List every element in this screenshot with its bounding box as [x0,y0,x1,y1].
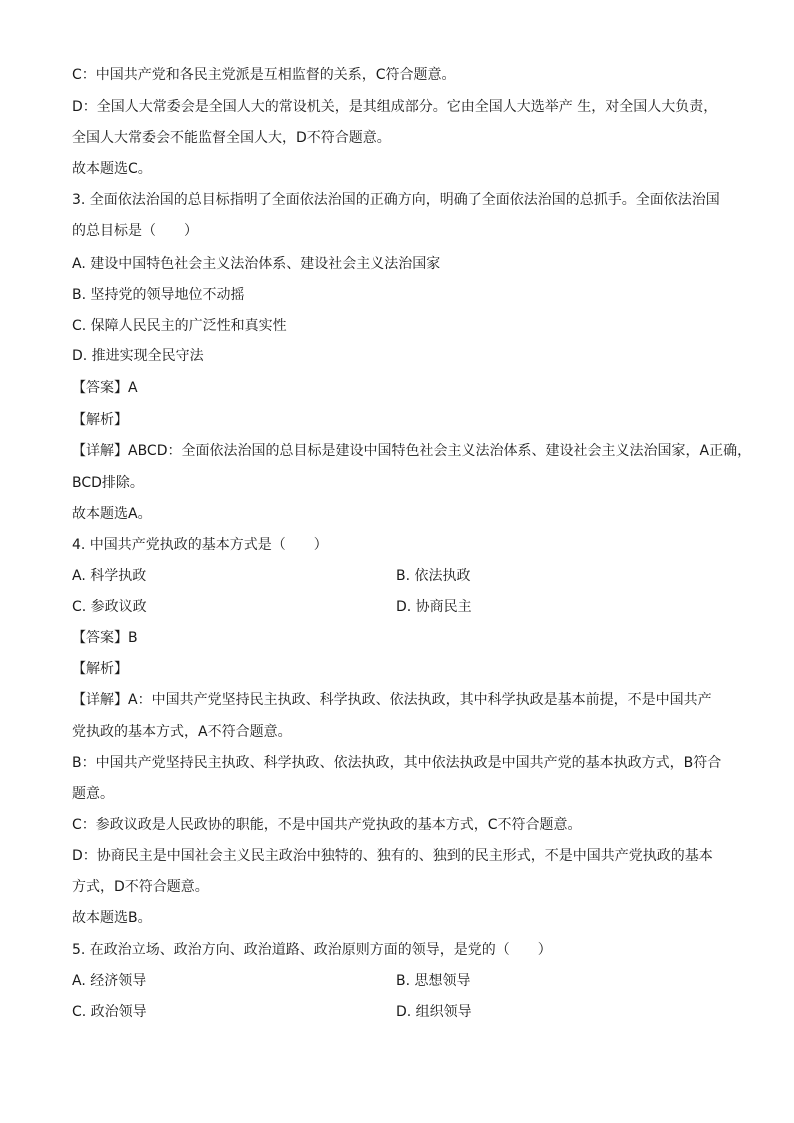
question-4-stem: 4. 中国共产党执政的基本方式是（ ） [72,537,328,553]
explanation-line: 党执政的基本方式，A不符合题意。 [72,724,292,740]
explanation-line: C：参政议政是人民政协的职能，不是中国共产党执政的基本方式，C不符合题意。 [72,817,582,833]
option-d: D. 组织领导 [396,1004,472,1020]
option-b: B. 思想领导 [396,973,471,989]
conclusion-line: 故本题选A。 [72,506,152,522]
option-b: B. 依法执政 [396,568,471,584]
option-c: C. 保障人民民主的广泛性和真实性 [72,318,287,334]
conclusion-line: 故本题选B。 [72,910,152,926]
explanation-line: BCD排除。 [72,475,144,491]
question-3-stem-cont: 的总目标是（ ） [72,223,198,239]
answer-label: 【答案】A [72,380,138,396]
question-3-stem: 3. 全面依法治国的总目标指明了全面依法治国的正确方向，明确了全面依法治国的总抓手。全面依法治国 [72,192,720,208]
question-5-stem: 5. 在政治立场、政治方向、政治道路、政治原则方面的领导，是党的（ ） [72,942,552,958]
option-b: B. 坚持党的领导地位不动摇 [72,287,245,303]
option-a: A. 建设中国特色社会主义法治体系、建设社会主义法治国家 [72,256,441,272]
option-d: D. 推进实现全民守法 [72,348,204,364]
explanation-line: B：中国共产党坚持民主执政、科学执政、依法执政，其中依法执政是中国共产党的基本执政方式，B符合 [72,755,722,771]
option-a: A. 科学执政 [72,568,147,584]
option-d: D. 协商民主 [396,599,472,615]
text-line: 故本题选C。 [72,161,152,177]
text-line: C：中国共产党和各民主党派是互相监督的关系，C符合题意。 [72,67,456,83]
answer-label: 【答案】B [72,630,138,646]
text-line: D：全国人大常委会是全国人大的常设机关，是其组成部分。它由全国人大选举产 生，对全国人大负责， [72,99,718,115]
analysis-label: 【解析】 [72,412,128,428]
explanation-line: 方式，D不符合题意。 [72,879,209,895]
option-c: C. 政治领导 [72,1004,147,1020]
explanation-line: 【详解】A：中国共产党坚持民主执政、科学执政、依法执政，其中科学执政是基本前提，不是中国共产 [72,692,712,708]
text-line: 全国人大常委会不能监督全国人大，D不符合题意。 [72,130,391,146]
option-c: C. 参政议政 [72,599,147,615]
explanation-line: 题意。 [72,786,114,802]
option-a: A. 经济领导 [72,973,147,989]
explanation-line: 【详解】ABCD：全面依法治国的总目标是建设中国特色社会主义法治体系、建设社会主义法治国家，A正确， [72,443,752,459]
explanation-line: D：协商民主是中国社会主义民主政治中独特的、独有的、独到的民主形式，不是中国共产党执政的基本 [72,848,713,864]
analysis-label: 【解析】 [72,661,128,677]
